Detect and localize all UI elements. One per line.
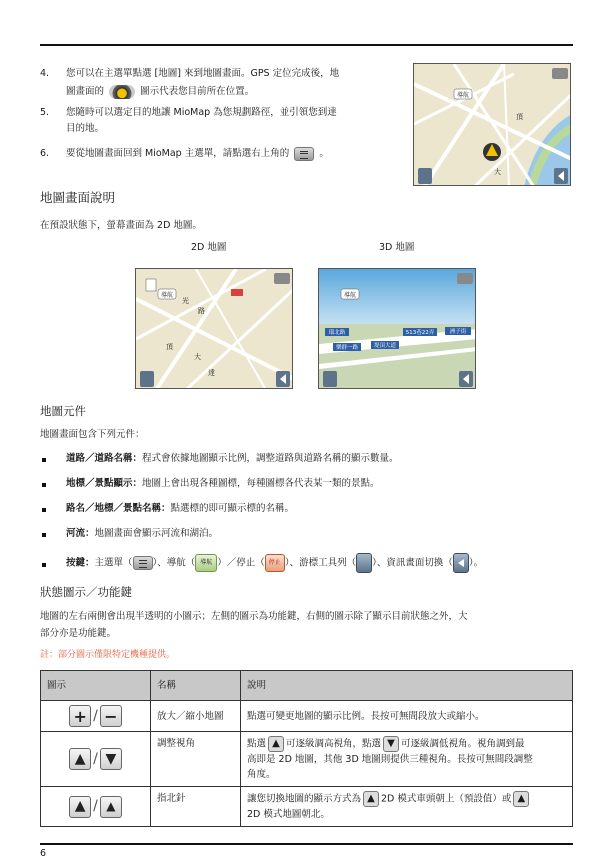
table-row: + / − 放大／縮小地圖 點選可變更地圖的顯示比例。長按可無間段放大或縮小。 [41, 701, 573, 732]
map-road-label: 光 [182, 297, 189, 305]
table-row: ▲ / ▼ 調整視角 點選 ▲ 可逐級調高視角，點選 ▼ 可逐級調低視角。視角調到最 高即是 2D 地圖，其他 3D 地圖則提供三種視角。長按可無間段調整 角度。 [41, 732, 573, 787]
section-title-map: 地圖畫面說明 [40, 190, 116, 205]
map-2d-caption: 2D 地圖 [191, 242, 227, 253]
map-3d-screenshot [318, 268, 476, 389]
page-number: 6 [40, 848, 47, 859]
step-number: 4. [40, 68, 50, 79]
table-cell-desc: 點選可變更地圖的顯示比例。長按可無間段放大或縮小。 [241, 701, 573, 732]
section-title-status: 狀態圖示／功能鍵 [40, 585, 132, 599]
map-road-label: 大 [494, 168, 501, 176]
element-item-keys: 按鍵：主選單（ ）、導航（ 導航 ）／停止（ 停止 ）、游標工具列（ ）、資訊畫面切換（ ）。 [66, 553, 483, 574]
menu-button-icon [294, 147, 314, 161]
table-cell-name: 指北針 [151, 787, 241, 827]
map-sign: 環北路 [328, 330, 346, 336]
tilt-up-icon: ▲ [69, 748, 91, 770]
note-text: 註：部分圖示僅限特定機種提供。 [40, 650, 176, 660]
table-cell-desc: 讓您切換地圖的顯示方式為 ▲ 2D 模式車頭朝上（預設值）或 ▲ 2D 模式地圖朝北。 [241, 787, 573, 827]
map-road-label: 大 [194, 353, 201, 361]
map-road-label: 頂 [516, 113, 523, 121]
bullet [42, 458, 46, 462]
table-header: 名稱 [151, 671, 241, 701]
table-cell-name: 放大／縮小地圖 [151, 701, 241, 732]
map-sign: 513巷22弄 [405, 330, 435, 336]
step-number: 5. [40, 107, 50, 118]
step-text: 您隨時可以選定目的地讓 MioMap 為您規劃路徑，並引領您到達 [66, 107, 337, 118]
map-sign: 洲子街 [449, 329, 467, 335]
step-text: 目的地。 [66, 123, 105, 134]
map-road-label: 達 [208, 369, 215, 377]
navigate-button-icon: 導航 [195, 554, 217, 572]
menu-button-icon [133, 556, 153, 570]
map-sign: 堤頂大道 [373, 343, 397, 349]
tilt-down-icon: ▼ [383, 736, 399, 752]
map-label-nav: 導航 [456, 92, 470, 99]
cursor-toolbar-icon [356, 553, 372, 573]
map-sign: 樂群一路 [335, 345, 359, 351]
table-row: ▲ / ▲ 指北針 讓您切換地圖的顯示方式為 ▲ 2D 模式車頭朝上（預設值）或 ▲ 2D 模式地圖朝北。 [41, 787, 573, 827]
position-icon [109, 85, 135, 99]
zoom-out-icon: − [100, 705, 122, 727]
step-text: 圖畫面的 圖示代表您目前所在位置。 [66, 86, 255, 97]
step-text: 您可以在主選單點選 [地圖] 來到地圖畫面。GPS 定位完成後，地 [66, 68, 340, 79]
tilt-up-icon: ▲ [268, 736, 284, 752]
map-label-nav: 導航 [343, 292, 357, 299]
stop-button-icon: 停止 [265, 554, 285, 572]
heading-up-icon: ▲ [363, 791, 379, 807]
section-desc: 部分亦是功能鍵。 [40, 628, 117, 639]
map-road-label: 路 [198, 307, 205, 315]
section-title-elements: 地圖元件 [40, 404, 86, 418]
section-desc: 地圖的左右兩側會出現半透明的小圖示；左側的圖示為功能鍵，右側的圖示除了顯示目前狀態之外，大 [40, 611, 468, 622]
map-road-label: 頂 [166, 343, 173, 351]
top-rule [40, 44, 573, 46]
bullet [42, 563, 46, 567]
section-desc: 地圖畫面包含下列元件： [40, 429, 145, 440]
icon-table [40, 670, 573, 827]
step-text: 要從地圖畫面回到 MioMap 主選單，請點選右上角的 。 [66, 148, 329, 159]
map-2d-screenshot [135, 268, 293, 389]
table-header: 圖示 [41, 671, 151, 701]
bullet [42, 533, 46, 537]
table-cell-name: 調整視角 [151, 732, 241, 787]
north-up-icon: ▲ [100, 796, 122, 818]
heading-up-icon: ▲ [69, 796, 91, 818]
section-desc: 在預設狀態下，螢幕畫面為 2D 地圖。 [40, 220, 202, 231]
table-cell-desc: 點選 ▲ 可逐級調高視角，點選 ▼ 可逐級調低視角。視角調到最 高即是 2D 地圖，其他 3D 地圖則提供三種視角。長按可無間段調整 角度。 [241, 732, 573, 787]
element-item: 路名／地標／景點名稱：點選標的即可顯示標的名稱。 [66, 503, 295, 514]
element-item: 河流：地圖畫面會顯示河流和湖泊。 [66, 528, 219, 539]
map-2d-image [414, 64, 571, 186]
north-up-icon: ▲ [513, 791, 529, 807]
bottom-rule [40, 843, 573, 845]
info-switch-icon [453, 553, 469, 573]
bullet [42, 483, 46, 487]
element-item: 道路／道路名稱：程式會依據地圖顯示比例，調整道路與道路名稱的顯示數量。 [66, 453, 399, 464]
tilt-down-icon: ▼ [100, 748, 122, 770]
map-label-nav: 導航 [160, 292, 174, 299]
step-number: 6. [40, 148, 50, 159]
table-header: 說明 [241, 671, 573, 701]
element-item: 地標／景點顯示：地圖上會出現各種圖標，每種圖標各代表某一類的景點。 [66, 478, 380, 489]
table-header-row [41, 671, 573, 701]
map-3d-caption: 3D 地圖 [379, 242, 415, 253]
map-screenshot-current [413, 63, 571, 186]
zoom-in-icon: + [69, 705, 91, 727]
bullet [42, 508, 46, 512]
